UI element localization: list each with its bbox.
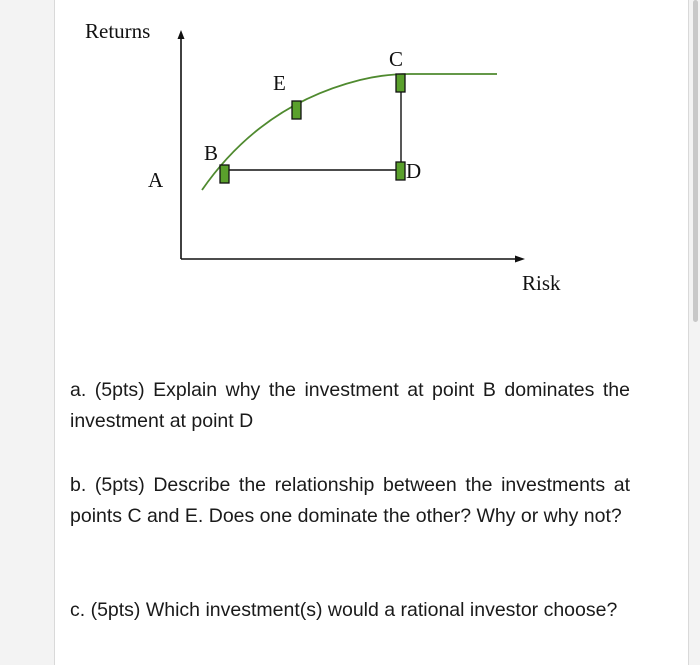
point-d-label: D [406, 159, 422, 183]
point-e-marker [292, 101, 301, 119]
point-b-marker [220, 165, 229, 183]
x-axis-arrow [515, 256, 525, 263]
y-axis-arrow [178, 30, 185, 39]
x-axis-label: Risk [522, 271, 561, 295]
point-b-label: B [204, 141, 219, 165]
y-axis-label: Returns [85, 19, 151, 43]
question-c: c. (5pts) Which investment(s) would a rational investor choose? [70, 599, 618, 621]
point-c-marker [396, 74, 405, 92]
question-b: b. (5pts) Describe the relationship between the investments at points C and E. Does one dominate the other? Why or why not? [70, 474, 630, 527]
efficient-frontier-curve [202, 74, 497, 190]
question-a: a. (5pts) Explain why the investment at point B dominates the investment at point D [70, 379, 630, 432]
risk-return-diagram [0, 0, 700, 300]
point-c-label: C [389, 47, 404, 71]
point-e-label: E [273, 71, 286, 95]
y-tick-label-a: A [148, 168, 164, 192]
point-d-marker [396, 162, 405, 180]
